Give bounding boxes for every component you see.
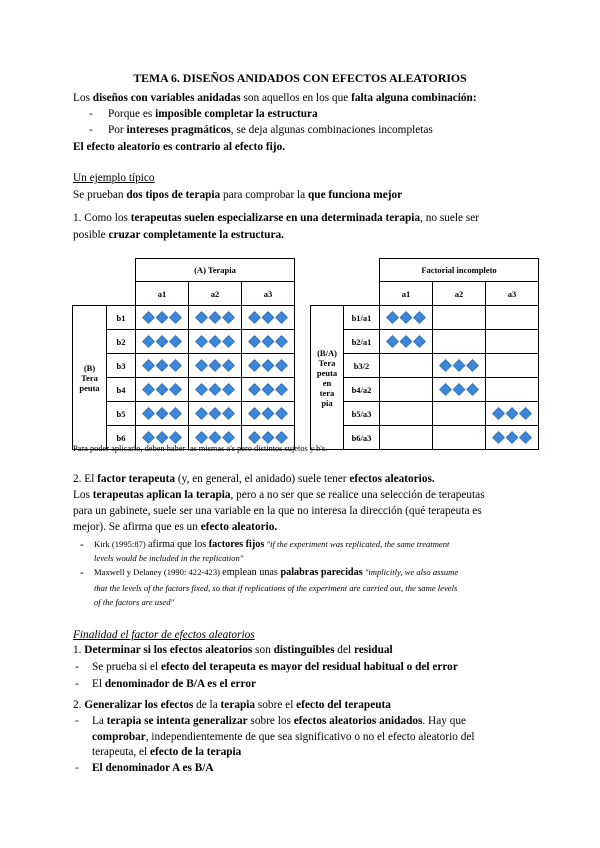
- diamond-icon: [196, 408, 208, 420]
- diamond-group-icon: [142, 407, 182, 420]
- diamond-icon: [467, 384, 479, 396]
- table-header: (A) Terapia: [136, 259, 295, 282]
- diamond-group-icon: [195, 359, 235, 372]
- diamond-icon: [440, 360, 452, 372]
- table-cell: [380, 426, 433, 450]
- diamond-icon: [170, 408, 182, 420]
- maxwell-quote-cont: that the levels of the factors fixed, so that if replications of the experiment are carried out, the same levels: [94, 583, 458, 593]
- diamond-icon: [209, 360, 221, 372]
- diamond-icon: [453, 360, 465, 372]
- diamond-icon: [453, 384, 465, 396]
- intro-bullet-1: Porque es imposible completar la estructura: [108, 108, 318, 120]
- table-header: Factorial incompleto: [380, 259, 539, 282]
- diamond-group-icon: [195, 407, 235, 420]
- example-heading: Un ejemplo típico: [73, 172, 155, 184]
- table-cell: [433, 354, 486, 378]
- diamond-icon: [249, 312, 261, 324]
- diamond-group-icon: [248, 383, 288, 396]
- table-cell: [242, 306, 295, 330]
- list-item: -: [75, 678, 79, 690]
- table-cell: [136, 306, 189, 330]
- diamond-icon: [276, 360, 288, 372]
- diamond-group-icon: [386, 311, 426, 324]
- diamond-group-icon: [195, 383, 235, 396]
- row-header: b2: [107, 330, 136, 354]
- table-cell: [189, 402, 242, 426]
- table-cell: [380, 354, 433, 378]
- diamond-icon: [143, 384, 155, 396]
- column-header: a3: [242, 282, 295, 306]
- diamond-icon: [196, 384, 208, 396]
- finalidad-bullet-3-cont: terapeuta, el efecto de la terapia: [92, 746, 242, 758]
- row-header: b6/a3: [344, 426, 380, 450]
- diamond-icon: [262, 408, 274, 420]
- diamond-icon: [209, 384, 221, 396]
- diamond-group-icon: [248, 335, 288, 348]
- diamond-icon: [170, 432, 182, 444]
- maxwell-quote-cont: of the factors are used": [94, 597, 175, 607]
- diamond-icon: [262, 384, 274, 396]
- row-header: b4: [107, 378, 136, 402]
- diamond-icon: [249, 360, 261, 372]
- diamond-icon: [262, 360, 274, 372]
- diamond-group-icon: [439, 359, 479, 372]
- section2-line-1: Los terapeutas aplican la terapia, pero a no ser que se realice una selección de terapeutas: [73, 489, 485, 501]
- diamond-icon: [440, 384, 452, 396]
- row-header: b1/a1: [344, 306, 380, 330]
- diamond-group-icon: [142, 383, 182, 396]
- finalidad-bullet-2: El denominador de B/A es el error: [92, 678, 257, 690]
- diamond-icon: [520, 432, 532, 444]
- diamond-icon: [143, 408, 155, 420]
- list-item: -: [89, 124, 93, 136]
- diamond-icon: [223, 312, 235, 324]
- row-factor-label: (B) Tera peuta: [73, 306, 107, 450]
- diamond-icon: [223, 336, 235, 348]
- table-cell: [189, 306, 242, 330]
- column-header: a2: [189, 282, 242, 306]
- kirk-quote: Kirk (1995:87) afirma que los factores fijos "if the experiment was replicated, the same treatment: [94, 539, 450, 550]
- table-cell: [380, 330, 433, 354]
- diamond-icon: [249, 336, 261, 348]
- diamond-icon: [196, 336, 208, 348]
- intro-conclusion: El efecto aleatorio es contrario al efecto fijo.: [73, 141, 286, 153]
- finalidad-bullet-1: Se prueba si el efecto del terapeuta es mayor del residual habitual o del error: [92, 661, 458, 673]
- maxwell-quote: Maxwell y Delaney (1990: 422-423) emplean unas palabras parecidas "implicitly, we also assume: [94, 567, 459, 578]
- diamond-icon: [387, 336, 399, 348]
- column-header: a1: [380, 282, 433, 306]
- diamond-icon: [143, 360, 155, 372]
- diamond-icon: [156, 336, 168, 348]
- diamond-group-icon: [142, 359, 182, 372]
- table-cell: [380, 378, 433, 402]
- finalidad-point-1: 1. Determinar si los efectos aleatorios son distinguibles del residual: [73, 644, 393, 656]
- diamond-icon: [209, 408, 221, 420]
- diamond-icon: [196, 312, 208, 324]
- row-header: b3/2: [344, 354, 380, 378]
- diamond-icon: [387, 312, 399, 324]
- row-header: b3: [107, 354, 136, 378]
- table-cell: [486, 330, 539, 354]
- diamond-icon: [223, 360, 235, 372]
- table-cell: [136, 330, 189, 354]
- diamond-group-icon: [492, 407, 532, 420]
- table-cell: [189, 330, 242, 354]
- finalidad-heading: Finalidad el factor de efectos aleatorios: [73, 629, 255, 641]
- diamond-icon: [143, 336, 155, 348]
- list-item: -: [89, 108, 93, 120]
- finalidad-bullet-4: El denominador A es B/A: [92, 762, 214, 774]
- diamond-icon: [262, 336, 274, 348]
- diamond-icon: [143, 312, 155, 324]
- diamond-icon: [223, 384, 235, 396]
- column-header: a2: [433, 282, 486, 306]
- table-cell: [433, 402, 486, 426]
- row-header: b2/a1: [344, 330, 380, 354]
- diamond-group-icon: [142, 335, 182, 348]
- diamond-icon: [223, 408, 235, 420]
- diamond-group-icon: [248, 407, 288, 420]
- table-cell: [136, 354, 189, 378]
- table-cell: [433, 330, 486, 354]
- section2-line-2: para un gabinete, suele ser una variable en la que no interesa la dirección (qué terapeuta es: [73, 505, 482, 517]
- diamond-icon: [156, 408, 168, 420]
- diamond-group-icon: [248, 311, 288, 324]
- diamond-icon: [196, 432, 208, 444]
- diamond-icon: [170, 384, 182, 396]
- diamond-icon: [506, 408, 518, 420]
- diamond-icon: [156, 360, 168, 372]
- example-paragraph-1: 1. Como los terapeutas suelen especializarse en una determinada terapia, no suele ser: [73, 212, 480, 224]
- table-cell: [136, 402, 189, 426]
- column-header: a1: [136, 282, 189, 306]
- diamond-icon: [493, 432, 505, 444]
- finalidad-point-2: 2. Generalizar los efectos de la terapia sobre el efecto del terapeuta: [73, 699, 391, 711]
- diamond-icon: [249, 432, 261, 444]
- table-cell: [242, 330, 295, 354]
- diamond-icon: [249, 384, 261, 396]
- table-cell: [380, 402, 433, 426]
- diamond-icon: [156, 432, 168, 444]
- row-header: b5/a3: [344, 402, 380, 426]
- factorial-incompleto-table: [310, 258, 539, 450]
- section2-line-3: mejor). Se afirma que es un efecto aleatorio.: [73, 521, 278, 533]
- table-cell: [189, 378, 242, 402]
- diamond-icon: [276, 384, 288, 396]
- diamond-group-icon: [386, 335, 426, 348]
- example-paragraph-1-cont: posible cruzar completamente la estructura.: [73, 229, 284, 241]
- diamond-icon: [493, 408, 505, 420]
- table-cell: [486, 354, 539, 378]
- diamond-icon: [143, 432, 155, 444]
- table-cell: [242, 354, 295, 378]
- diamond-icon: [276, 408, 288, 420]
- table-cell: [486, 306, 539, 330]
- diamond-icon: [170, 360, 182, 372]
- diamond-icon: [209, 336, 221, 348]
- diamond-icon: [223, 432, 235, 444]
- diamond-icon: [520, 408, 532, 420]
- list-item: -: [75, 715, 79, 727]
- section2-paragraph: 2. El factor terapeuta (y, en general, el anidado) suele tener efectos aleatorios.: [73, 473, 435, 485]
- finalidad-bullet-3-cont: comprobar, independientemente de que sea significativo o no el efecto aleatorio del: [92, 731, 475, 743]
- diamond-icon: [276, 312, 288, 324]
- diamond-icon: [249, 408, 261, 420]
- diamond-icon: [467, 360, 479, 372]
- table-cell: [242, 402, 295, 426]
- diamond-icon: [262, 432, 274, 444]
- diamond-icon: [400, 312, 412, 324]
- row-factor-label: (B/A) Tera peuta en tera pia: [311, 306, 344, 450]
- diamond-icon: [506, 432, 518, 444]
- diamond-icon: [276, 432, 288, 444]
- row-header: b1: [107, 306, 136, 330]
- intro-paragraph: Los diseños con variables anidadas son aquellos en los que falta alguna combinación:: [73, 92, 477, 104]
- diamond-icon: [400, 336, 412, 348]
- diamond-icon: [209, 312, 221, 324]
- table-cell: [242, 378, 295, 402]
- diamond-icon: [196, 360, 208, 372]
- table-cell: [380, 306, 433, 330]
- table-cell: [189, 354, 242, 378]
- diamond-group-icon: [439, 383, 479, 396]
- diamond-icon: [170, 336, 182, 348]
- table-cell: [486, 402, 539, 426]
- table-cell: [486, 426, 539, 450]
- diamond-icon: [262, 312, 274, 324]
- list-item: -: [75, 661, 79, 673]
- diamond-icon: [156, 384, 168, 396]
- table-cell: [433, 306, 486, 330]
- diamond-group-icon: [248, 359, 288, 372]
- list-item: -: [80, 539, 84, 551]
- diamond-group-icon: [195, 335, 235, 348]
- table-note: Para poder aplicarlo, deben haber las mismas a's pero distintos sujetos y b's.: [73, 444, 328, 453]
- example-line: Se prueban dos tipos de terapia para comprobar la que funciona mejor: [73, 189, 403, 201]
- page-title: TEMA 6. DISEÑOS ANIDADOS CON EFECTOS ALEATORIOS: [133, 71, 467, 85]
- terapia-table: [72, 258, 295, 450]
- row-header: b6: [107, 426, 136, 450]
- list-item: -: [75, 762, 79, 774]
- table-cell: [136, 378, 189, 402]
- diamond-icon: [414, 336, 426, 348]
- column-header: a3: [486, 282, 539, 306]
- intro-bullet-2: Por intereses pragmáticos, se deja algunas combinaciones incompletas: [108, 124, 433, 136]
- diamond-icon: [209, 432, 221, 444]
- diamond-icon: [414, 312, 426, 324]
- table-cell: [433, 378, 486, 402]
- row-header: b4/a2: [344, 378, 380, 402]
- diamond-icon: [156, 312, 168, 324]
- diamond-group-icon: [142, 311, 182, 324]
- diamond-icon: [276, 336, 288, 348]
- finalidad-bullet-3: La terapia se intenta generalizar sobre los efectos aleatorios anidados. Hay que: [92, 715, 467, 727]
- table-cell: [433, 426, 486, 450]
- diamond-icon: [170, 312, 182, 324]
- diamond-group-icon: [195, 311, 235, 324]
- row-header: b5: [107, 402, 136, 426]
- kirk-quote-cont: levels would be included in the replication": [94, 553, 244, 563]
- table-cell: [486, 378, 539, 402]
- diamond-group-icon: [492, 431, 532, 444]
- list-item: -: [80, 567, 84, 579]
